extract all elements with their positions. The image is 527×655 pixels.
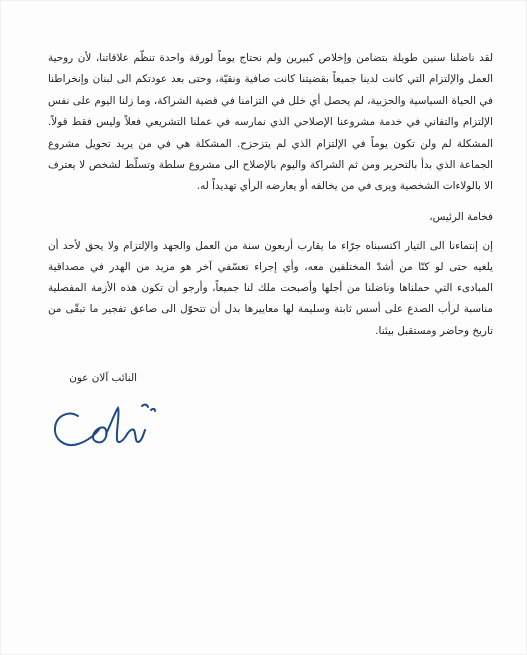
letter-paragraph-1: لقد ناضلنا سنين طويلة بتضامن وإخلاص كبيرين ولم نحتاج يوماً لورقة واحدة تنظّم علاقاتنا، لأن روحية العمل والإلتزام التي كانت لدينا جميعاً بقضيتنا كانت صافية ونقيّة، وحتى بعد عودتكم الى لبنان وإنخراطنا في الحياة السياسية والحزبية، لم يحصل أي خلل في التزامنا في قضية الشراكة، وما زلنا اليوم على نفس الإلتزام والتفاني في خدمة مشروعنا الإصلاحي الذي نمارسه في عملنا التشريعي فعلاً وليس فقط قولاً. المشكلة لم ولن تكون يوماً في الإلتزام الذي لم يتزحزح. المشكلة هي في من يريد تحويل مشروع الجماعة الذي بدأ بالتحرير ومن ثم الشراكة واليوم بالإصلاح الى مشروع سلطة وتسلّط لشخص لا يعترف الا بالولاءات الشخصية ويرى في من يخالفه أو يعارضه الرأي تهديداً له. bbox=[48, 52, 493, 193]
letter-salutation: فخامة الرئيس، bbox=[429, 210, 493, 223]
letter-paragraph-2: إن إنتماءنا الى التيار اكتسبناه جرّاء ما يقارب أربعون سنة من العمل والجهد والإلتزام ولا يحق لأحد أن يلغيه حتى لو كنّا من أشدّ المختلفين معه، وأي إجراء تعسّفي آخر هو مزيد من الهدر في مصداقية المبادىء التي حملناها وناضلنا من أجلها وأصبحت ملك لنا جميعاً، وأرجو أن تكون هذه الأزمة المفصلية مناسبة لرأب الصدع على أسس ثابتة وسليمة لها معاييرها بدل أن تتحوّل الى صاعق تفجير ما تبقّى من تاريخ وحاضر ومستقبل بيئنا. bbox=[48, 239, 493, 337]
handwritten-signature bbox=[48, 398, 158, 460]
signatory-name: النائب آلان عون bbox=[69, 372, 137, 384]
signature-drawing bbox=[48, 398, 158, 460]
letter-body bbox=[48, 48, 493, 342]
